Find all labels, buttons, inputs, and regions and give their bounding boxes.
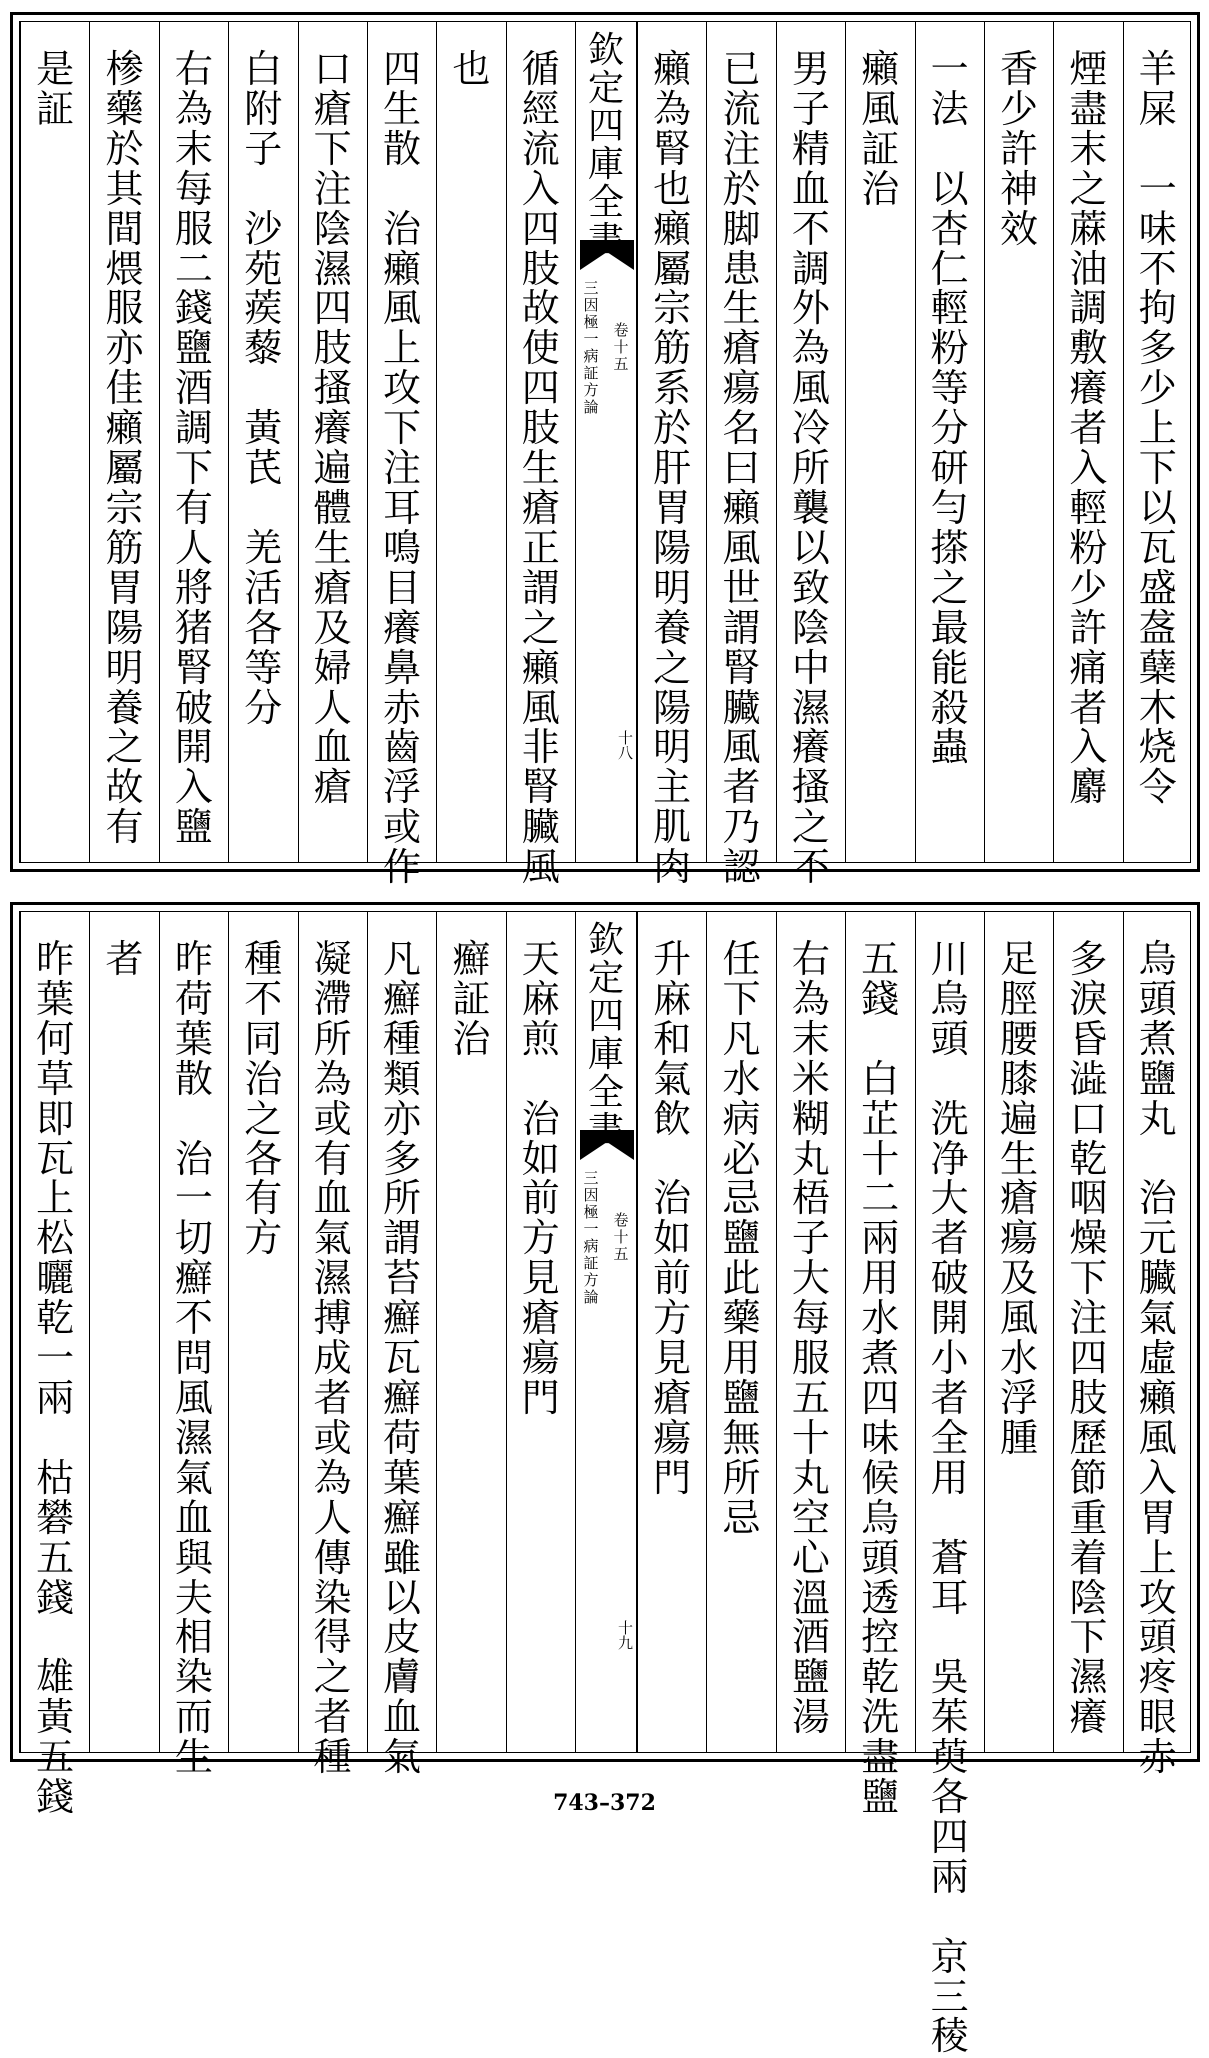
page-number: 十九 [616,1620,634,1650]
text-column [845,22,914,862]
text-column [706,912,775,1752]
text-column [367,912,436,1780]
book-title: 欽 定 四 庫 全 [587,920,624,1113]
volume-label: 卷 十 五 [613,1211,629,1263]
text-column [845,912,914,1820]
text-column [776,912,845,1752]
book-subtitle: 三 因 極 一 病 証 方 論 [583,1169,599,1306]
column-text: 升 麻 和 氣 飲 治 如 前 方 見 瘡 瘍 門 [653,937,692,1500]
column-text: 任 下 凡 水 病 必 忌 鹽 此 藥 用 鹽 無 所 忌 [722,937,761,1540]
column-text: 種 不 同 治 之 各 有 方 [244,937,283,1261]
book-title: 欽 定 四 庫 全 [587,30,624,223]
column-text: 已 流 注 於 脚 患 生 瘡 瘍 名 曰 癩 風 世 謂 腎 臟 風 者 乃 認 [722,47,761,890]
column-text: 香 少 許 神 效 [1000,47,1039,251]
column-text: 烏 頭 煮 鹽 丸 治 元 臟 氣 虛 癩 風 入 胃 上 攻 頭 疼 眼 赤 [1138,937,1177,1780]
text-column [436,22,505,862]
text-column [984,912,1053,1752]
column-text: 是 証 [36,47,75,131]
fishtail-mark-icon [580,1130,634,1160]
text-column [637,912,706,1752]
column-text: 白 附 子 沙 苑 蒺 藜 黃 芪 羌 活 各 等 分 [244,47,283,730]
fishtail-mark-icon [580,240,634,270]
text-column [776,22,845,890]
text-column [89,912,158,1752]
column-text: 也 [452,47,491,91]
text-column [1053,912,1122,1752]
column-text: 一 法 以 杏 仁 輕 粉 等 分 研 勻 搽 之 最 能 殺 蟲 [930,47,969,770]
column-text: 煙 盡 末 之 蔴 油 調 敷 癢 者 入 輕 粉 少 許 痛 者 入 麝 [1069,47,1108,810]
column-text: 凡 癬 種 類 亦 多 所 謂 苔 癬 瓦 癬 荷 葉 癬 雖 以 皮 膚 血 氣 [383,937,422,1780]
column-text: 右 為 末 米 糊 丸 梧 子 大 每 服 五 十 丸 空 心 溫 酒 鹽 湯 [791,937,830,1740]
text-column [89,22,158,862]
column-text: 男 子 精 血 不 調 外 為 風 冷 所 襲 以 致 陰 中 濕 癢 搔 之 不 [791,47,830,890]
text-column [915,22,984,862]
text-column [506,22,575,890]
text-column [367,22,436,890]
text-column [228,912,297,1752]
column-text: 四 生 散 治 癩 風 上 攻 下 注 耳 鳴 目 癢 鼻 赤 齒 浮 或 作 [383,47,422,890]
column-text: 羊 屎 一 味 不 拘 多 少 上 下 以 瓦 盛 盋 蘖 木 烧 令 [1138,47,1177,810]
column-text: 多 淚 昏 澁 口 乾 咽 燥 下 注 四 肢 歷 節 重 着 陰 下 濕 癢 [1069,937,1108,1740]
text-column [159,912,228,1780]
text-column [984,22,1053,862]
column-text: 椮 藥 於 其 間 煨 服 亦 佳 癩 屬 宗 筋 胃 陽 明 養 之 故 有 [105,47,144,850]
book-subtitle: 三 因 極 一 病 証 方 論 [583,279,599,416]
page-footer-number: 743–372 [553,1790,656,1816]
column-text: 癩 為 腎 也 癩 屬 宗 筋 系 於 肝 胃 陽 明 養 之 陽 明 主 肌 肉 [653,47,692,890]
center-band [575,22,637,862]
column-text: 口 瘡 下 注 陰 濕 四 肢 搔 癢 遍 體 生 瘡 及 婦 人 血 瘡 [313,47,352,810]
column-text: 川 烏 頭 洗 净 大 者 破 開 小 者 全 用 蒼 耳 吳 茱 萸 各 四 兩 京 三 稜 [930,937,969,2058]
page-top [10,12,1200,890]
column-text: 五 錢 白 芷 十 二 兩 用 水 煮 四 味 候 烏 頭 透 控 乾 洗 盡 鹽 [861,937,900,1820]
page-top-frame [19,21,1191,890]
column-text: 癩 風 証 治 [861,47,900,211]
column-text: 昨 葉 何 草 即 瓦 上 松 曬 乾 一 兩 枯 礬 五 錢 雄 黃 五 錢 [36,937,75,1820]
text-column [436,912,505,1752]
column-text: 右 為 末 每 服 二 錢 鹽 酒 調 下 有 人 將 猪 腎 破 開 入 鹽 [174,47,213,850]
page-number: 十八 [616,730,634,760]
text-column [159,22,228,862]
column-text: 者 [105,937,144,981]
text-column [915,912,984,2058]
text-column [637,22,706,890]
text-column [506,912,575,1752]
text-column [298,22,367,862]
text-column [1123,912,1192,1780]
column-text: 癬 証 治 [452,937,491,1061]
column-text: 昨 荷 葉 散 治 一 切 癬 不 問 風 濕 氣 血 與 夫 相 染 而 生 [174,937,213,1780]
column-text: 足 脛 腰 膝 遍 生 瘡 瘍 及 風 水 浮 腫 [1000,937,1039,1460]
column-text: 天 麻 煎 治 如 前 方 見 瘡 瘍 門 [521,937,560,1420]
text-column [1123,22,1192,862]
column-text: 凝 滯 所 為 或 有 血 氣 濕 搏 成 者 或 為 人 傳 染 得 之 者 種 [313,937,352,1780]
text-column [706,22,775,890]
center-band [575,912,637,1752]
text-column [1053,22,1122,862]
text-column [228,22,297,862]
text-column [20,912,89,1820]
column-text: 循 經 流 入 四 肢 故 使 四 肢 生 瘡 正 謂 之 癩 風 非 腎 臟 風 [521,47,560,890]
text-column [298,912,367,1780]
volume-label: 卷 十 五 [613,321,629,373]
text-column [20,22,89,862]
